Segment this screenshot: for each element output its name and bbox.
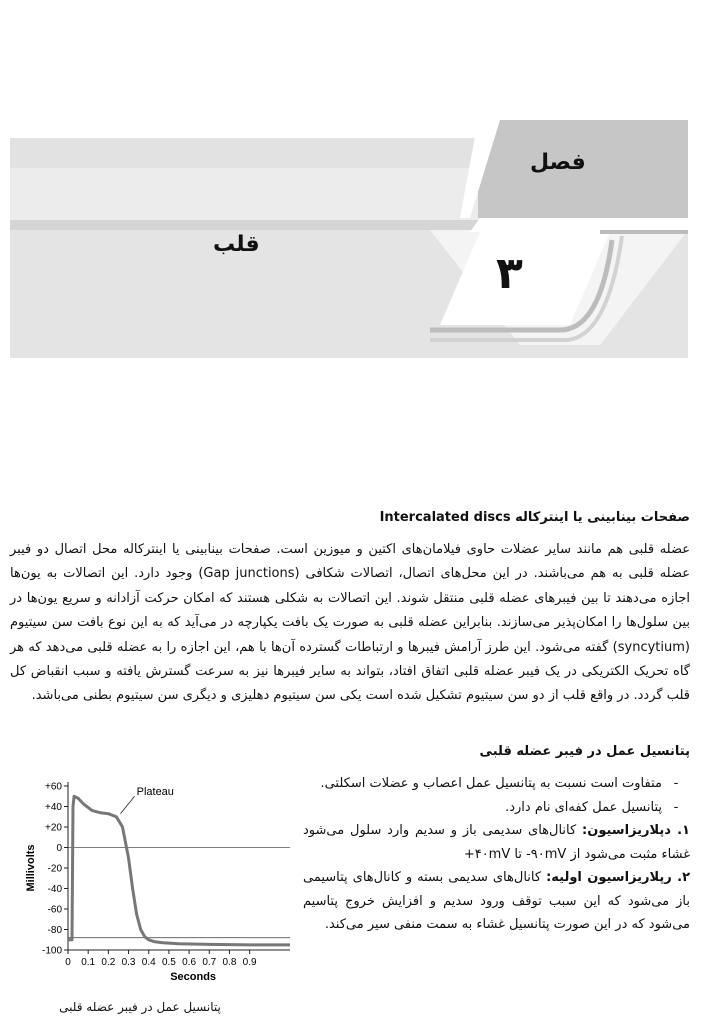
- y-tick-label: 0: [56, 843, 62, 854]
- plateau-pointer: [120, 796, 134, 813]
- x-tick-label: 0.7: [202, 957, 217, 968]
- x-tick-label: 0.5: [161, 957, 176, 968]
- y-tick-label: -20: [47, 863, 62, 875]
- numbered-item-depolarization: [303, 819, 690, 866]
- y-tick-label: -60: [47, 904, 62, 916]
- y-tick-label: +20: [45, 822, 62, 834]
- y-tick-label: -100: [41, 945, 62, 957]
- numbered-item-text: کانال‌های سدیمی باز و سدیم وارد سلول می‌شود غشاء مثبت می‌شود از ۹۰mV- تا ۴۰mV+: [303, 823, 690, 862]
- x-tick-label: 0.8: [222, 957, 237, 968]
- figure-caption: پتانسیل عمل در فیبر عضله قلبی: [59, 1000, 221, 1014]
- chapter-title: قلب: [213, 232, 260, 257]
- list-item-text: متفاوت است نسبت به پتانسیل عمل اعصاب و عضلات اسکلتی.: [320, 776, 662, 791]
- numbered-item-term: ۱. دپلاریزاسیون:: [582, 823, 690, 838]
- x-tick-label: 0.2: [101, 957, 116, 968]
- y-tick-label: +60: [45, 781, 62, 793]
- x-axis-label: Seconds: [170, 971, 217, 983]
- bullet-dash: -: [673, 799, 679, 815]
- x-tick-label: 0.1: [81, 957, 96, 968]
- y-tick-label: -80: [47, 925, 62, 936]
- plateau-annotation: Plateau: [136, 786, 174, 799]
- action-potential-chart: [20, 772, 300, 1002]
- section-heading-action-potential: پتانسیل عمل در فیبر عضله قلبی: [479, 744, 690, 759]
- banner-graphic: [10, 120, 688, 358]
- list-item-text: پتانسیل عمل کفه‌ای نام دارد.: [505, 799, 662, 815]
- chapter-banner: [0, 0, 712, 380]
- x-tick-label: 0: [65, 957, 71, 968]
- numbered-item-early-repolarization: [303, 866, 690, 937]
- bullet-dash: -: [673, 776, 679, 791]
- section-heading-intercalated-discs: صفحات بینابینی یا اینترکاله Intercalated discs: [379, 510, 690, 525]
- chapter-number: ۳: [496, 248, 523, 299]
- x-tick-label: 0.4: [141, 957, 156, 968]
- x-tick-label: 0.3: [121, 957, 136, 968]
- y-axis-label: Millivolts: [25, 844, 37, 892]
- numbered-item-term: ۲. رپلاریزاسیون اولیه:: [546, 870, 691, 885]
- list-item: [303, 772, 690, 796]
- x-tick-label: 0.9: [242, 957, 257, 968]
- x-tick-label: 0.6: [182, 957, 197, 968]
- chapter-label: فصل: [530, 150, 586, 175]
- action-potential-line: [68, 796, 290, 945]
- numbered-item-text: کانال‌های سدیمی بسته و کانال‌های پتاسیمی باز می‌شود که این سبب توقف ورود سدیم و افزایش خروج پتاسیم می‌شود که در این صورت پتانسیل غشاء به سمت منفی سیر می‌کند.: [303, 870, 690, 932]
- y-tick-label: +40: [45, 802, 62, 813]
- y-tick-label: -40: [47, 884, 62, 895]
- action-potential-list: [303, 772, 690, 937]
- list-item: [303, 796, 690, 820]
- intercalated-discs-paragraph: عضله قلبی هم مانند سایر عضلات حاوی فیلامان‌های اکتین و میوزین است. صفحات بینابینی یا اینترکاله محل اتصال دو فیبر عضله قلبی به هم می‌باشند. در این محل‌های اتصال، اتصالات شکافی (Gap junctions) وجود دارد. این اتصالات به یون‌ها اجازه می‌دهند تا بین فیبرهای عضله قلبی منتقل شوند. این اتصالات به شکلی هستند که امکان حرکت آزادانه و سریع یون‌ها در بین سلول‌ها را امکان‌پذیر می‌سازند. بنابراین عضله قلبی به صورت یک بافت یکپارچه در می‌آید که به این نوع بافت سن سیتیوم (syncytium) گفته می‌شود. این طرز آرامش فیبرها و ارتباطات گسترده آن‌ها با هم، این اجازه را به عضله قلبی می‌دهد که هر گاه تحریک الکتریکی در یک فیبر عضله قلبی اتفاق افتاد، بتواند به سایر فیبرها نیز به سرعت گسترش یافته و سبب انقباض کل قلب گردد. در واقع قلب از دو سن سیتیوم تشکیل شده است یکی سن سیتیوم دهلیزی و دیگری سن سیتیوم بطنی می‌باشد.: [10, 542, 691, 704]
